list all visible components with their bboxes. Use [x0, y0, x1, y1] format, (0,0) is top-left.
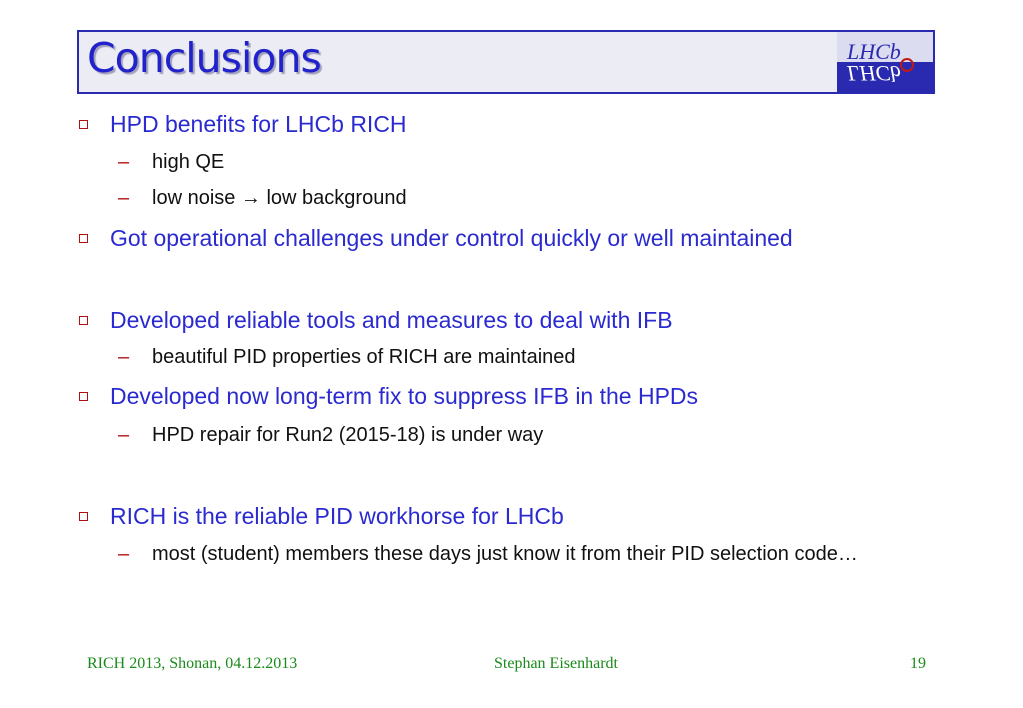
sub-bullet-item: – HPD repair for Run2 (2015-18) is under way	[152, 420, 922, 451]
bullet-square-icon	[79, 234, 88, 243]
bullet-item: Got operational challenges under control quickly or well maintained	[110, 225, 793, 252]
logo-text-bottom: LHCb	[847, 61, 901, 86]
footer-author: Stephan Eisenhardt	[494, 655, 618, 672]
bullet-item: HPD benefits for LHCb RICH	[110, 111, 407, 138]
bullet-square-icon	[79, 392, 88, 401]
footer-conference: RICH 2013, Shonan, 04.12.2013	[87, 655, 298, 672]
dash-icon: –	[118, 424, 130, 446]
slide-title: Conclusions	[87, 34, 321, 82]
dash-icon: –	[118, 151, 130, 173]
bullet-square-icon	[79, 120, 88, 129]
dash-icon: –	[118, 543, 130, 565]
bullet-item: Developed reliable tools and measures to deal with IFB	[110, 307, 673, 334]
title-bar	[77, 30, 935, 94]
sub-bullet-item: – beautiful PID properties of RICH are maintained	[152, 342, 922, 373]
bullet-square-icon	[79, 316, 88, 325]
lhcb-logo	[837, 32, 933, 92]
logo-text-top: LHCb	[847, 39, 901, 64]
bullet-item: RICH is the reliable PID workhorse for LHCb	[110, 503, 564, 530]
dash-icon: –	[118, 187, 130, 209]
sub-bullet-item: – most (student) members these days just know it from their PID selection code…	[152, 539, 922, 570]
dash-icon: –	[118, 346, 130, 368]
sub-bullet-item: – high QE	[152, 147, 922, 178]
sub-bullet-item: – low noise → low background	[152, 183, 922, 214]
bullet-square-icon	[79, 512, 88, 521]
bullet-item: Developed now long-term fix to suppress IFB in the HPDs	[110, 383, 698, 410]
footer-page-number: 19	[910, 655, 926, 672]
